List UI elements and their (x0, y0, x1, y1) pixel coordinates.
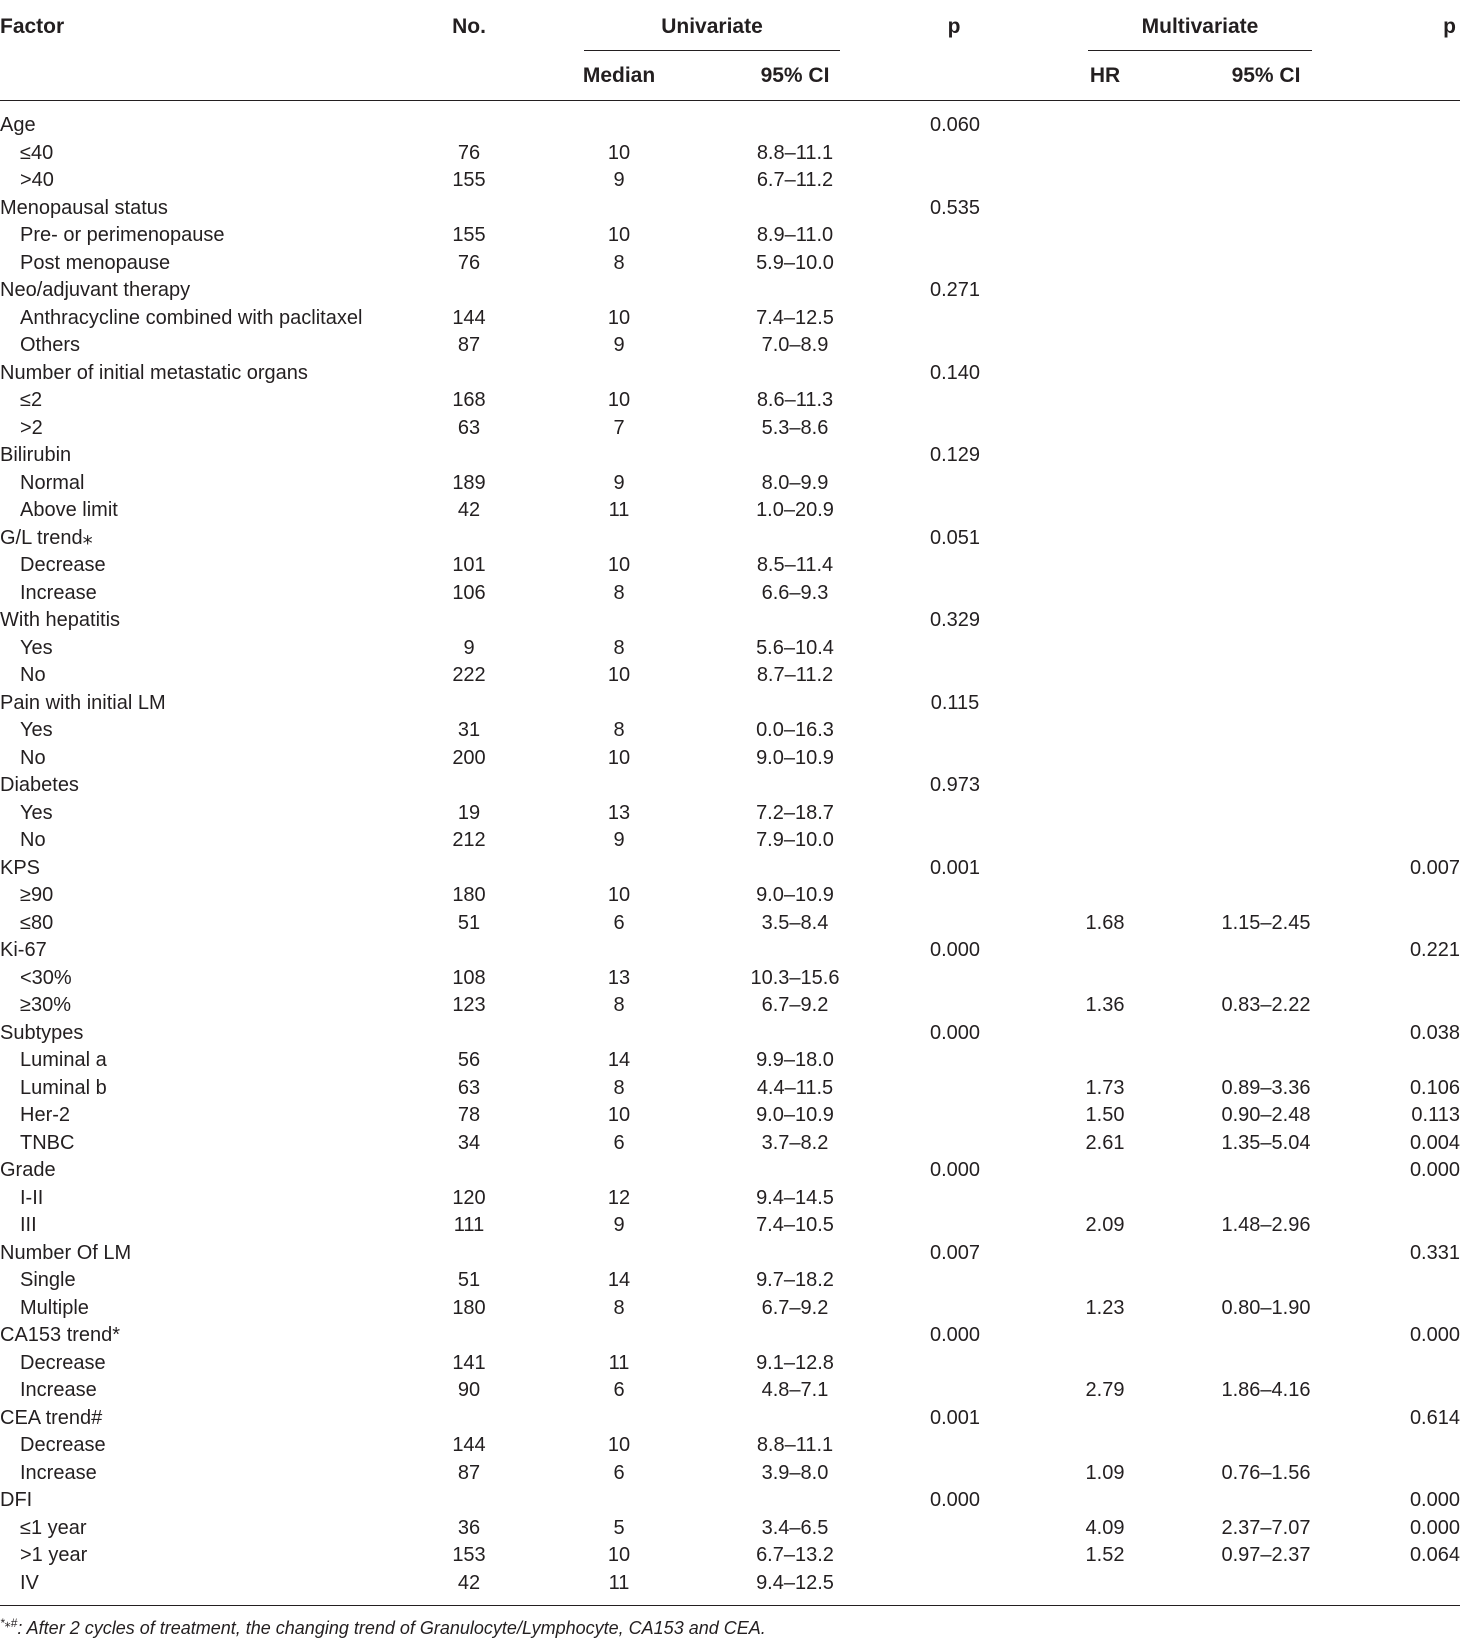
cell-median: 14 (607, 1049, 631, 1071)
table-row (0, 1212, 1460, 1240)
table-row (0, 222, 1460, 250)
cell-p-multivariate: 0.000 (1409, 1489, 1460, 1511)
factor-level-label: Multiple (20, 1296, 89, 1319)
factor-level-label: Normal (20, 471, 85, 494)
table-row (0, 525, 1460, 553)
cell-no: 180 (452, 1296, 486, 1319)
cell-ci-univariate: 6.7–13.2 (756, 1544, 834, 1566)
cell-ci-multivariate: 0.89–3.36 (1221, 1076, 1311, 1099)
cell-median: 11 (608, 1351, 630, 1374)
factor-level-label: Single (20, 1269, 76, 1291)
footnote-text: : After 2 cycles of treatment, the changing trend of Granulocyte/Lymphocyte, CA153 and CEA. (17, 1618, 766, 1638)
cell-ci-univariate: 9.9–18.0 (756, 1049, 834, 1071)
factor-level-label: Luminal b (20, 1076, 107, 1099)
table-row (0, 1570, 1460, 1598)
table-row (0, 1432, 1460, 1460)
univariate-span-rule (584, 50, 840, 51)
cell-ci-univariate: 9.4–14.5 (756, 1186, 834, 1209)
factor-label: With hepatitis (0, 609, 121, 631)
cell-no: 63 (457, 1076, 481, 1099)
factor-level-label: Luminal a (20, 1049, 107, 1071)
cell-median: 13 (607, 801, 631, 824)
table-row (0, 250, 1460, 278)
cell-no: 108 (452, 966, 486, 989)
cell-p-univariate: 0.007 (929, 1241, 981, 1264)
cell-no: 144 (452, 306, 486, 329)
cell-hr: 1.23 (1085, 1296, 1125, 1319)
factor-level-label: IV (20, 1571, 39, 1594)
factor-level-label: Yes (20, 719, 53, 741)
table-row (0, 1377, 1460, 1405)
table-row (0, 1515, 1460, 1543)
factor-label: Subtypes (0, 1021, 84, 1044)
table-header (0, 0, 1460, 102)
cell-no: 56 (457, 1049, 481, 1071)
cell-ci-univariate: 9.4–12.5 (756, 1571, 834, 1594)
cell-median: 6 (613, 1379, 625, 1401)
table-row (0, 195, 1460, 223)
footnote (0, 1612, 766, 1639)
cell-p-multivariate: 0.221 (1409, 939, 1460, 961)
cell-median: 8 (613, 1296, 625, 1319)
table-row (0, 1047, 1460, 1075)
cell-ci-multivariate: 0.83–2.22 (1221, 994, 1311, 1016)
cell-ci-univariate: 4.8–7.1 (761, 1379, 829, 1401)
cell-no: 36 (457, 1516, 481, 1539)
cell-p-multivariate: 0.106 (1409, 1076, 1460, 1099)
table-row (0, 470, 1460, 498)
cell-ci-univariate: 9.1–12.8 (756, 1351, 834, 1374)
factor-level-label: ≤2 (20, 389, 43, 411)
factor-label: KPS (0, 856, 41, 879)
header-univariate: Univariate (661, 15, 763, 38)
cell-median: 12 (607, 1186, 631, 1209)
cell-hr: 2.61 (1085, 1131, 1125, 1154)
cell-hr: 1.52 (1085, 1544, 1125, 1566)
cell-p-multivariate: 0.004 (1409, 1131, 1460, 1154)
cell-median: 9 (613, 334, 625, 356)
factor-level-label: Post menopause (20, 251, 171, 274)
cell-ci-univariate: 8.5–11.4 (756, 554, 834, 576)
table-row (0, 1322, 1460, 1350)
table-row (0, 965, 1460, 993)
cell-hr: 1.36 (1085, 994, 1125, 1016)
cell-no: 42 (457, 1571, 481, 1594)
cell-ci-multivariate: 0.97–2.37 (1221, 1544, 1311, 1566)
table-row (0, 607, 1460, 635)
cell-ci-univariate: 5.9–10.0 (756, 251, 834, 274)
cell-ci-univariate: 6.7–9.2 (761, 1296, 829, 1319)
cell-p-univariate: 0.000 (929, 1489, 981, 1511)
cell-median: 8 (613, 636, 625, 659)
table-row (0, 277, 1460, 305)
table-row (0, 497, 1460, 525)
cell-no: 111 (453, 1214, 485, 1236)
table-row (0, 800, 1460, 828)
factor-label: Number of initial metastatic organs (0, 361, 308, 384)
factor-level-label: Others (20, 334, 81, 356)
cell-ci-univariate: 7.0–8.9 (761, 334, 829, 356)
cell-ci-univariate: 0.0–16.3 (756, 719, 834, 741)
header-ci-univariate: 95% CI (760, 64, 830, 87)
factor-level-label: Decrease (20, 554, 106, 576)
factor-label: DFI (0, 1489, 33, 1511)
cell-median: 9 (613, 471, 625, 494)
cell-median: 10 (607, 746, 631, 769)
cell-no: 34 (457, 1131, 481, 1154)
cell-hr: 2.79 (1085, 1379, 1125, 1401)
header-factor: Factor (0, 15, 65, 38)
cell-p-univariate: 0.000 (929, 939, 981, 961)
cell-hr: 1.73 (1085, 1076, 1125, 1099)
cell-hr: 4.09 (1085, 1516, 1125, 1539)
cell-median: 8 (613, 719, 625, 741)
cell-no: 90 (457, 1379, 481, 1401)
table-row (0, 882, 1460, 910)
cell-median: 8 (613, 251, 625, 274)
cell-median: 11 (608, 1571, 630, 1594)
cell-no: 31 (457, 719, 481, 741)
cell-median: 10 (607, 1434, 631, 1456)
cell-median: 6 (613, 1461, 625, 1484)
cell-ci-univariate: 8.6–11.3 (756, 389, 834, 411)
cell-ci-univariate: 3.9–8.0 (761, 1461, 829, 1484)
table-row (0, 1350, 1460, 1378)
cell-ci-univariate: 7.4–10.5 (756, 1214, 834, 1236)
cell-no: 76 (457, 141, 481, 164)
cell-ci-univariate: 7.2–18.7 (756, 801, 834, 824)
cell-ci-univariate: 8.0–9.9 (761, 471, 829, 494)
table-row (0, 442, 1460, 470)
table-body (0, 112, 1460, 1597)
factor-level-label: III (20, 1214, 37, 1236)
cell-p-univariate: 0.973 (929, 774, 981, 796)
cell-no: 51 (457, 1269, 481, 1291)
cell-ci-multivariate: 0.90–2.48 (1221, 1104, 1311, 1126)
cell-median: 10 (607, 306, 631, 329)
cell-no: 141 (452, 1351, 486, 1374)
table-row (0, 855, 1460, 883)
table-row (0, 635, 1460, 663)
cell-no: 200 (452, 746, 486, 769)
table-row (0, 662, 1460, 690)
factor-label: Age (0, 114, 36, 136)
cell-median: 5 (613, 1516, 625, 1539)
header-median: Median (582, 64, 656, 87)
table-row (0, 552, 1460, 580)
table-row (0, 360, 1460, 388)
cell-ci-multivariate: 0.80–1.90 (1221, 1296, 1311, 1319)
table-row (0, 1267, 1460, 1295)
cell-ci-univariate: 6.6–9.3 (761, 581, 829, 604)
cell-ci-univariate: 8.7–11.2 (756, 664, 834, 686)
cell-p-univariate: 0.329 (929, 609, 981, 631)
table-row (0, 1295, 1460, 1323)
factor-level-label: Pre- or perimenopause (20, 224, 225, 246)
factor-level-label: >2 (20, 416, 43, 439)
table-row (0, 1130, 1460, 1158)
factor-label: Bilirubin (0, 444, 72, 466)
cell-no: 168 (452, 389, 486, 411)
cell-median: 6 (613, 911, 625, 934)
cell-ci-univariate: 9.0–10.9 (756, 746, 834, 769)
factor-level-label: No (20, 746, 46, 769)
cell-no: 87 (457, 1461, 481, 1484)
table-row (0, 305, 1460, 333)
multivariate-span-rule (1088, 50, 1312, 51)
factor-level-label: ≤40 (20, 141, 54, 164)
table-row (0, 1157, 1460, 1185)
cell-no: 222 (452, 664, 486, 686)
cell-p-multivariate: 0.007 (1409, 856, 1460, 879)
table-row (0, 1185, 1460, 1213)
cell-p-univariate: 0.535 (929, 196, 981, 219)
cell-ci-univariate: 7.4–12.5 (756, 306, 834, 329)
cell-no: 42 (457, 499, 481, 521)
cell-median: 10 (607, 554, 631, 576)
cell-ci-univariate: 9.0–10.9 (756, 1104, 834, 1126)
cell-no: 123 (452, 994, 486, 1016)
header-no: No. (452, 15, 486, 38)
cell-hr: 2.09 (1085, 1214, 1125, 1236)
table-row (0, 1542, 1460, 1570)
cell-ci-multivariate: 1.86–4.16 (1221, 1379, 1311, 1401)
cell-no: 144 (452, 1434, 486, 1456)
table-row (0, 1460, 1460, 1488)
cell-p-multivariate: 0.000 (1409, 1516, 1460, 1539)
factor-level-label: >40 (20, 169, 54, 191)
cell-ci-multivariate: 1.35–5.04 (1221, 1131, 1311, 1154)
cell-p-univariate: 0.140 (929, 361, 981, 384)
cell-median: 8 (613, 581, 625, 604)
table-row (0, 937, 1460, 965)
header-ci-multivariate: 95% CI (1231, 64, 1301, 87)
cell-ci-univariate: 6.7–11.2 (756, 169, 834, 191)
table-row (0, 772, 1460, 800)
cell-ci-univariate: 9.0–10.9 (756, 884, 834, 906)
header-p-univariate: p (947, 15, 961, 38)
factor-label: Diabetes (0, 774, 79, 796)
cell-no: 78 (457, 1104, 481, 1126)
table-row (0, 415, 1460, 443)
table-row (0, 1102, 1460, 1130)
table-row (0, 827, 1460, 855)
cell-p-univariate: 0.000 (929, 1159, 981, 1181)
cell-median: 11 (608, 499, 630, 521)
factor-level-label: I-II (20, 1186, 44, 1209)
cell-p-univariate: 0.051 (929, 526, 981, 549)
cell-ci-univariate: 1.0–20.9 (756, 499, 834, 521)
factor-level-label: Anthracycline combined with paclitaxel (20, 306, 363, 329)
cell-median: 10 (607, 389, 631, 411)
factor-label: Pain with initial LM (0, 691, 166, 714)
cell-no: 87 (457, 334, 481, 356)
cell-no: 76 (457, 251, 481, 274)
cell-median: 13 (607, 966, 631, 989)
cell-median: 10 (607, 224, 631, 246)
cell-ci-univariate: 9.7–18.2 (756, 1269, 834, 1291)
factor-level-label: ≥30% (20, 994, 72, 1016)
cell-ci-multivariate: 0.76–1.56 (1221, 1461, 1311, 1484)
cell-median: 7 (613, 416, 625, 439)
cell-median: 10 (607, 884, 631, 906)
footnote-marks: *⁎# (0, 1616, 18, 1630)
cell-p-univariate: 0.001 (929, 1406, 981, 1429)
cell-median: 10 (607, 1544, 631, 1566)
table-row (0, 690, 1460, 718)
factor-level-label: Increase (20, 1461, 97, 1484)
cell-no: 153 (452, 1544, 486, 1566)
table-row (0, 1405, 1460, 1433)
cell-ci-univariate: 8.8–11.1 (756, 1434, 834, 1456)
factor-level-label: Yes (20, 801, 53, 824)
table-row (0, 140, 1460, 168)
factor-level-label: Yes (20, 636, 53, 659)
header-bottom-rule (0, 100, 1460, 101)
factor-level-label: >1 year (20, 1544, 88, 1566)
cell-p-multivariate: 0.614 (1409, 1406, 1460, 1429)
factor-label: Menopausal status (0, 196, 168, 219)
cell-ci-univariate: 5.3–8.6 (761, 416, 829, 439)
table-row (0, 1240, 1460, 1268)
cell-no: 180 (452, 884, 486, 906)
table-row (0, 910, 1460, 938)
cell-ci-univariate: 3.5–8.4 (761, 911, 829, 934)
cell-median: 10 (607, 1104, 631, 1126)
cell-median: 8 (613, 994, 625, 1016)
cell-median: 9 (613, 1214, 625, 1236)
factor-level-label: ≥90 (20, 884, 54, 906)
cell-no: 9 (463, 636, 475, 659)
cell-p-multivariate: 0.064 (1409, 1544, 1460, 1566)
table-row (0, 167, 1460, 195)
cell-ci-univariate: 8.9–11.0 (756, 224, 834, 246)
cell-no: 101 (452, 554, 486, 576)
table-row (0, 387, 1460, 415)
factor-label: G/L trend⁎ (0, 526, 93, 549)
table-row (0, 992, 1460, 1020)
cell-ci-univariate: 8.8–11.1 (756, 141, 834, 164)
factor-level-label: TNBC (20, 1131, 75, 1154)
table-row (0, 580, 1460, 608)
cell-median: 10 (607, 664, 631, 686)
cell-ci-univariate: 5.6–10.4 (756, 636, 834, 659)
factor-level-label: ≤80 (20, 911, 54, 934)
cell-p-univariate: 0.115 (930, 691, 980, 714)
cell-p-univariate: 0.060 (929, 114, 981, 136)
cell-no: 19 (457, 801, 481, 824)
factor-level-label: ≤1 year (20, 1516, 87, 1539)
header-hr: HR (1089, 64, 1121, 87)
table-row (0, 717, 1460, 745)
cell-no: 120 (452, 1186, 486, 1209)
cell-ci-univariate: 3.7–8.2 (761, 1131, 829, 1154)
cell-no: 63 (457, 416, 481, 439)
table-row (0, 1075, 1460, 1103)
factor-level-label: No (20, 829, 46, 851)
factor-level-label: No (20, 664, 46, 686)
table-bottom-rule (0, 1605, 1460, 1606)
factor-level-label: Decrease (20, 1434, 106, 1456)
factor-level-label: Increase (20, 581, 97, 604)
cell-p-multivariate: 0.038 (1409, 1021, 1460, 1044)
cell-no: 155 (452, 224, 486, 246)
table-row (0, 1487, 1460, 1515)
factor-level-label: Increase (20, 1379, 97, 1401)
factor-level-label: Above limit (20, 499, 118, 521)
table-row (0, 332, 1460, 360)
cell-median: 9 (613, 829, 625, 851)
cell-p-univariate: 0.000 (929, 1021, 981, 1044)
header-p-multivariate: p (1443, 15, 1456, 38)
factor-label: Number Of LM (0, 1241, 132, 1264)
table-row (0, 1020, 1460, 1048)
cell-hr: 1.50 (1085, 1104, 1125, 1126)
cell-p-multivariate: 0.331 (1409, 1241, 1460, 1264)
cell-ci-multivariate: 1.15–2.45 (1221, 911, 1311, 934)
cell-hr: 1.68 (1085, 911, 1125, 934)
cell-median: 14 (607, 1269, 631, 1291)
table-row (0, 745, 1460, 773)
factor-label: CA153 trend* (0, 1324, 121, 1346)
header-multivariate: Multivariate (1141, 15, 1259, 38)
factor-label: Ki-67 (0, 939, 47, 961)
factor-label: CEA trend# (0, 1406, 103, 1429)
cell-ci-univariate: 10.3–15.6 (750, 966, 840, 989)
cell-ci-multivariate: 2.37–7.07 (1221, 1516, 1311, 1539)
table-row (0, 112, 1460, 140)
factor-label: Neo/adjuvant therapy (0, 279, 191, 301)
cell-ci-univariate: 6.7–9.2 (761, 994, 829, 1016)
cell-p-univariate: 0.001 (929, 856, 981, 879)
factor-label: Grade (0, 1159, 56, 1181)
cell-ci-univariate: 7.9–10.0 (756, 829, 834, 851)
cell-no: 189 (452, 471, 486, 494)
factor-level-label: Her-2 (20, 1104, 71, 1126)
cell-median: 9 (613, 169, 625, 191)
cell-ci-univariate: 4.4–11.5 (756, 1076, 834, 1099)
cell-ci-univariate: 3.4–6.5 (761, 1516, 829, 1539)
cell-hr: 1.09 (1085, 1461, 1125, 1484)
cell-p-univariate: 0.271 (929, 279, 981, 301)
cell-p-univariate: 0.129 (929, 444, 981, 466)
cell-p-multivariate: 0.000 (1409, 1324, 1460, 1346)
cell-p-multivariate: 0.000 (1409, 1159, 1460, 1181)
cell-no: 155 (452, 169, 486, 191)
cell-median: 10 (607, 141, 631, 164)
cell-ci-multivariate: 1.48–2.96 (1221, 1214, 1311, 1236)
cell-no: 51 (457, 911, 481, 934)
cell-no: 212 (452, 829, 486, 851)
factor-level-label: Decrease (20, 1351, 106, 1374)
cell-no: 106 (452, 581, 486, 604)
cell-p-multivariate: 0.113 (1411, 1104, 1460, 1126)
cell-median: 8 (613, 1076, 625, 1099)
cell-median: 6 (613, 1131, 625, 1154)
factor-level-label: <30% (20, 966, 72, 989)
cell-p-univariate: 0.000 (929, 1324, 981, 1346)
